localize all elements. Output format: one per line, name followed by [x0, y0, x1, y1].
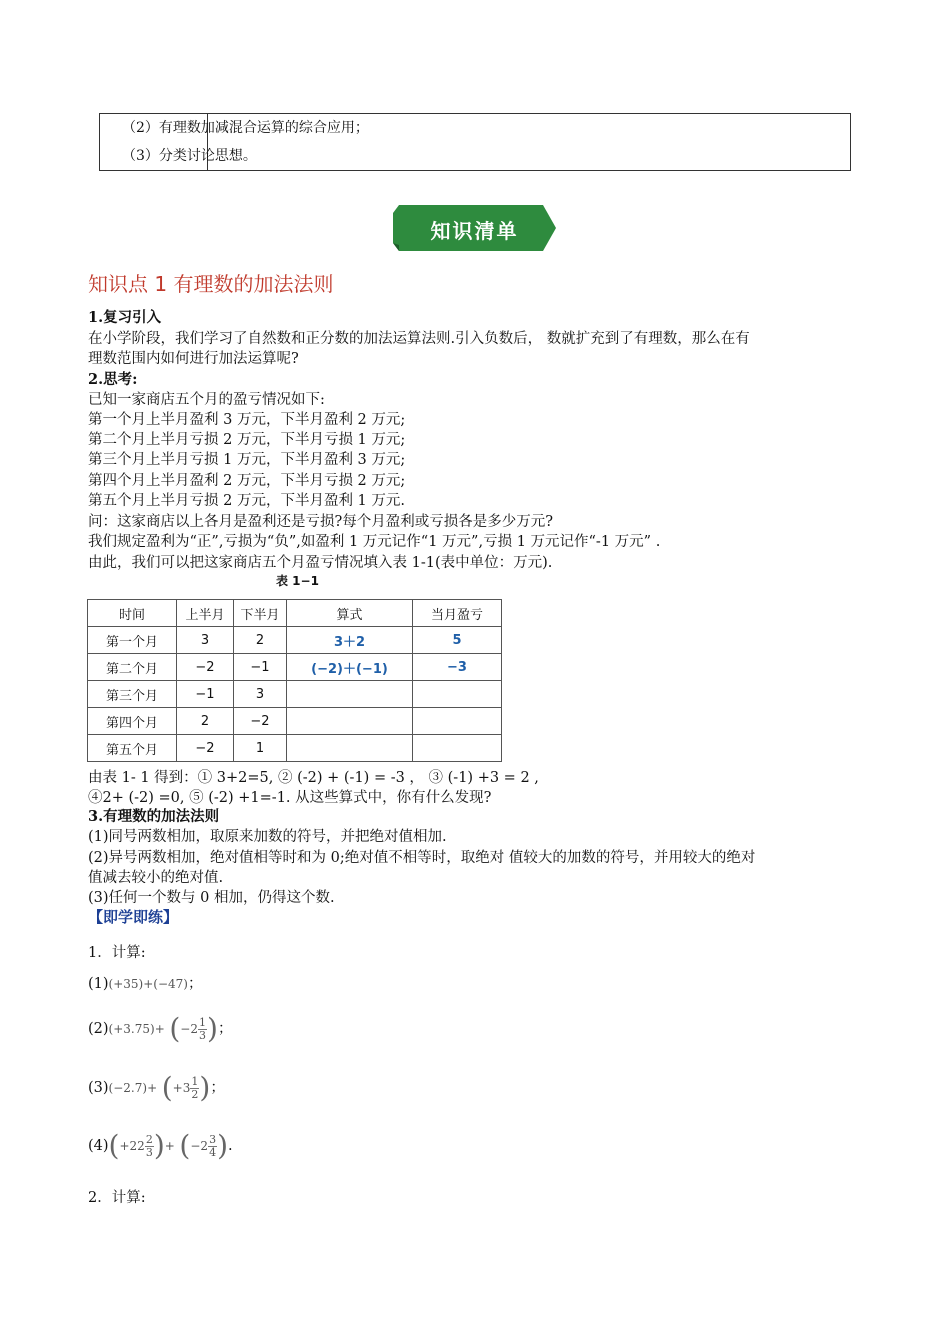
rule-2a: (2)异号两数相加，绝对值相等时和为 0;绝对值不相等时，取绝对 值较大的加数的符号，并用较大的绝对	[88, 850, 756, 866]
rule-3: (3)任何一个数与 0 相加，仍得这个数.	[88, 890, 335, 906]
numerator: 1	[199, 1015, 206, 1029]
left-paren: (	[161, 1071, 173, 1104]
review-paragraph-2: 理数范围内如何进行加法运算呢?	[88, 351, 299, 367]
table-cell: 第二个月	[88, 654, 177, 681]
table-cell: −1	[234, 654, 287, 681]
numerator: 2	[145, 1132, 153, 1146]
think-line: 第五个月上半月亏损 2 万元，下半月盈利 1 万元.	[88, 493, 405, 509]
exercise-number: (4)	[88, 1138, 109, 1154]
think-line: 问：这家商店以上各月是盈利还是亏损?每个月盈利或亏损各是多少万元?	[88, 514, 554, 530]
table-cell: (−2)＋(−1)	[287, 654, 413, 681]
rules-heading: 3.有理数的加法法则	[88, 808, 220, 825]
table-cell	[287, 735, 413, 762]
table-caption: 表 1−1	[276, 574, 319, 588]
table-cell: 3	[177, 627, 234, 654]
mixed-number-whole: +3	[172, 1081, 191, 1095]
operand: (−2.7)	[108, 1081, 148, 1095]
table-cell: −2	[177, 654, 234, 681]
header-cell: 算式	[287, 600, 413, 627]
think-line: 已知一家商店五个月的盈亏情况如下:	[88, 392, 325, 408]
exercise-number: (3)	[88, 1080, 109, 1096]
exercise-4	[88, 1131, 233, 1161]
table-cell: −1	[177, 681, 234, 708]
question-1-label: 1．计算:	[88, 945, 146, 961]
table-cell: 3＋2	[287, 627, 413, 654]
fraction	[208, 1134, 217, 1159]
header-cell: 时间	[88, 600, 177, 627]
fraction	[198, 1017, 207, 1042]
denominator: 4	[209, 1145, 217, 1159]
plus-sign: +	[164, 1139, 175, 1153]
table-cell: 1	[234, 735, 287, 762]
table-cell	[287, 681, 413, 708]
table-row	[88, 627, 502, 654]
table-cell: 第一个月	[88, 627, 177, 654]
profit-table	[87, 599, 502, 762]
table-row	[88, 654, 502, 681]
think-line: 由此，我们可以把这家商店五个月盈亏情况填入表 1-1(表中单位：万元).	[88, 555, 553, 571]
think-line: 第二个月上半月亏损 2 万元，下半月亏损 1 万元;	[88, 432, 406, 448]
header-cell: 当月盈亏	[413, 600, 502, 627]
punctuation: ；	[187, 976, 203, 992]
table-cell: −2	[177, 735, 234, 762]
exercise-1	[88, 972, 202, 993]
denominator: 3	[145, 1145, 153, 1159]
table-cell: 第五个月	[88, 735, 177, 762]
review-heading: 1.复习引入	[88, 309, 162, 326]
table-cell: 第四个月	[88, 708, 177, 735]
table-cell: −3	[413, 654, 502, 681]
think-heading: 2.思考:	[88, 371, 138, 388]
banner-label: 知识清单	[430, 219, 519, 243]
left-paren: (	[169, 1012, 181, 1045]
fraction	[145, 1134, 154, 1159]
mixed-number-whole: +22	[119, 1139, 145, 1153]
question-2-label: 2．计算:	[88, 1190, 146, 1206]
objective-line-2: （2）有理数加减混合运算的综合应用；	[122, 120, 369, 136]
punctuation: ；	[217, 1021, 233, 1037]
table-cell	[413, 735, 502, 762]
right-paren: )	[217, 1129, 228, 1162]
review-paragraph-1: 在小学阶段，我们学习了自然数和正分数的加法运算法则.引入负数后， 数就扩充到了有理数，那么在有	[88, 331, 750, 347]
table-cell: 3	[234, 681, 287, 708]
left-paren: (	[179, 1129, 191, 1162]
denominator: 3	[199, 1028, 206, 1042]
left-paren: (	[108, 1129, 120, 1162]
knowledge-banner	[393, 205, 556, 251]
rule-1: (1)同号两数相加，取原来加数的符号，并把绝对值相加.	[88, 829, 447, 845]
table-cell	[413, 708, 502, 735]
table-row	[88, 708, 502, 735]
table-cell: 2	[234, 627, 287, 654]
table-cell	[287, 708, 413, 735]
plus-sign: +	[154, 1022, 165, 1036]
table-cell: 第三个月	[88, 681, 177, 708]
think-line: 我们规定盈利为“正”,亏损为“负”,如盈利 1 万元记作“1 万元”,亏损 1 万元记作“-1 万元” .	[88, 534, 661, 550]
mixed-number-whole: −2	[180, 1022, 198, 1036]
exercise-number: (2)	[88, 1021, 109, 1037]
table-cell: 5	[413, 627, 502, 654]
numerator: 3	[209, 1132, 217, 1146]
right-paren: )	[199, 1071, 211, 1104]
table-cell: −2	[234, 708, 287, 735]
operand: (−47)	[153, 977, 188, 991]
think-line: 第一个月上半月盈利 3 万元，下半月盈利 2 万元;	[88, 412, 406, 428]
plus-sign: +	[147, 1081, 158, 1095]
table-cell	[413, 681, 502, 708]
equations-line-2: ④2+ (-2) =0, ⑤ (-2) +1=-1. 从这些算式中，你有什么发现?	[88, 790, 492, 806]
exercise-number: (1)	[88, 976, 109, 992]
table-row	[88, 735, 502, 762]
exercise-3	[88, 1073, 225, 1103]
plus-sign: +	[143, 977, 154, 991]
table-header-row	[88, 600, 502, 627]
punctuation: ；	[210, 1080, 225, 1096]
denominator: 2	[191, 1087, 199, 1101]
rule-2b: 值减去较小的绝对值.	[88, 870, 224, 886]
header-cell: 上半月	[177, 600, 234, 627]
practice-label: 【即学即练】	[88, 908, 179, 926]
think-line: 第三个月上半月亏损 1 万元，下半月盈利 3 万元;	[88, 452, 406, 468]
think-line: 第四个月上半月盈利 2 万元，下半月亏损 2 万元;	[88, 473, 406, 489]
section-title: 知识点 1 有理数的加法法则	[88, 272, 334, 296]
right-paren: )	[153, 1129, 165, 1162]
numerator: 1	[191, 1074, 199, 1088]
objective-line-3: （3）分类讨论思想。	[122, 148, 257, 164]
mixed-number-whole: −2	[190, 1139, 209, 1153]
header-cell: 下半月	[234, 600, 287, 627]
punctuation: .	[228, 1138, 233, 1154]
table-cell: 2	[177, 708, 234, 735]
fraction	[190, 1076, 199, 1101]
equations-line-1: 由表 1- 1 得到：① 3+2=5, ② (-2) + (-1) = -3 ， ③ (-1) +3 = 2 ,	[88, 770, 539, 786]
right-paren: )	[207, 1012, 218, 1045]
exercise-2	[88, 1014, 232, 1044]
operand: (+3.75)	[108, 1022, 155, 1036]
operand: (+35)	[108, 977, 144, 991]
table-row	[88, 681, 502, 708]
